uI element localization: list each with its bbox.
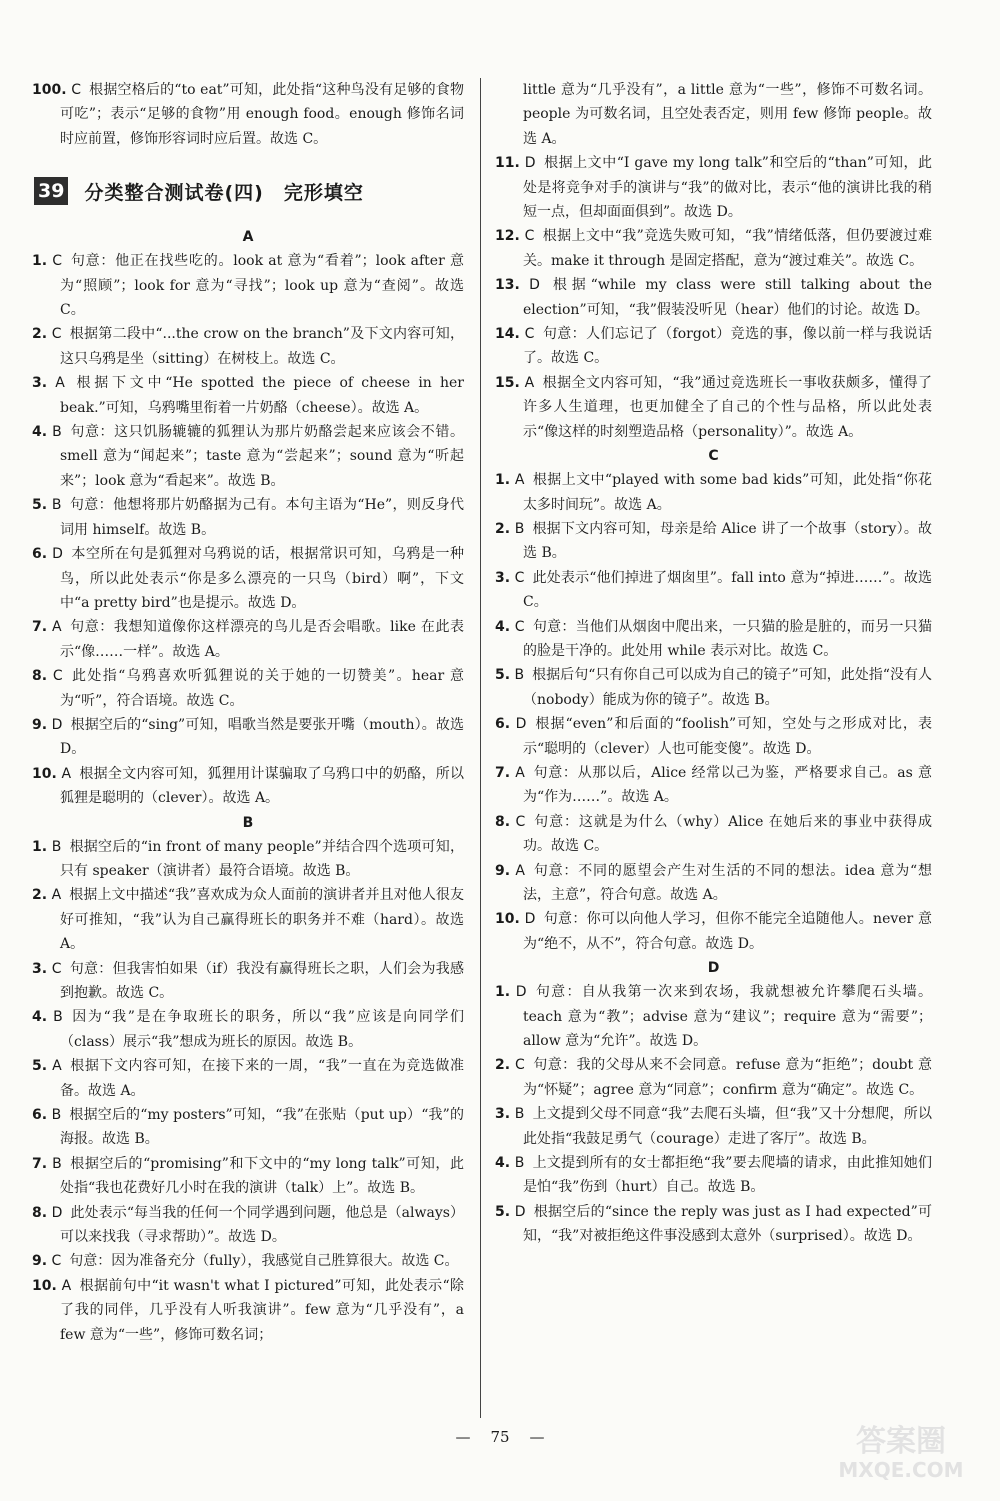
answer-letter: C — [519, 228, 535, 245]
item-number: 7. — [32, 1155, 48, 1172]
answer-letter: B — [510, 520, 525, 537]
item-number: 11. — [495, 155, 520, 172]
answer-letter: C — [519, 326, 535, 343]
answer-letter: D — [47, 1204, 63, 1221]
watermark-line2: MXQE.COM — [838, 1458, 964, 1482]
item-number: 7. — [32, 619, 48, 636]
explanation-text: 句意：这就是为什么（why）Alice 在她后来的事业中获得成功。故选 C。 — [523, 813, 932, 855]
explanation-text: 根据下文内容可知，在接下来的一周，“我”一直在为竞选做准备。故选 A。 — [60, 1058, 464, 1099]
section-label: C — [708, 448, 719, 465]
answer-item — [495, 615, 932, 664]
answer-item — [32, 957, 464, 1006]
item-number: 6. — [495, 716, 511, 733]
item-number: 14. — [495, 326, 520, 343]
answer-letter: B — [47, 1107, 62, 1124]
answer-letter: C — [510, 813, 526, 830]
answer-letter: A — [56, 765, 72, 782]
item-number: 9. — [32, 716, 48, 733]
explanation-text: 根据空后的“promising”和下文中的“my long talk”可知，此处指“我也花费好几小时在我的演讲（talk）上”。故选 B。 — [60, 1155, 464, 1197]
answer-item — [495, 859, 932, 908]
explanation-text: 句意：但我害怕如果（if）我没有赢得班长之职，人们会为我感到抱歉。故选 C。 — [60, 960, 464, 1001]
section-number-badge: 39 — [34, 177, 68, 205]
answer-letter: C — [66, 82, 81, 98]
answer-letter: B — [510, 667, 525, 684]
answer-item — [495, 663, 932, 712]
explanation-text: 上文提到所有的女士都拒绝“我”要去爬墙的请求，由此推知她们是怕“我”伤到（hurt）自己。故选 B。 — [523, 1155, 932, 1196]
explanation-text: 根据上文中“我”竞选失败可知，“我”情绪低落，但仍要渡过难关。make it through 是固定搭配，意为“渡过难关”。故选 C。 — [523, 228, 932, 269]
explanation-text: little 意为“几乎没有”，a little 意为“一些”，修饰不可数名词。people 为可数名词，且空处表否定，则用 few 修饰 people。故选 A。 — [523, 82, 932, 147]
item-number: 100. — [32, 82, 67, 98]
explanation-text: 根据空后的“sing”可知，唱歌当然是要张开嘴（mouth）。故选 D。 — [60, 716, 464, 758]
item-number: 13. — [495, 277, 520, 294]
explanation-text: 根据空后的“in front of many people”并结合四个选项可知，只有 speaker（演讲者）最符合语境。故选 B。 — [60, 838, 464, 879]
item-number: 3. — [32, 375, 48, 392]
explanation-text: 上文提到父母不同意“我”去爬石头墙，但“我”又十分想爬，所以此处指“我鼓足勇气（courage）走进了客厅”。故选 B。 — [523, 1106, 932, 1147]
answer-item — [495, 566, 932, 615]
explanation-text: 句意：当他们从烟囱中爬出来，一只猫的脸是脏的，而另一只猫的脸是干净的。此处用 while 表示对比。故选 C。 — [523, 618, 932, 659]
item-number: 8. — [495, 813, 511, 830]
explanation-text: 根据空后的“since the reply was just as I had expected”可知，“我”对被拒绝这件事没感到太意外（surprised）。故选 D。 — [523, 1203, 932, 1245]
answer-letter: D — [519, 155, 536, 172]
item-number: 7. — [495, 764, 511, 781]
explanation-text: 句意：人们忘记了（forgot）竞选的事，像以前一样与我说话了。故选 C。 — [523, 326, 932, 367]
answer-item — [32, 493, 464, 542]
answer-item — [32, 78, 464, 151]
item-number: 1. — [32, 838, 48, 855]
answer-letter: B — [47, 424, 62, 441]
answer-item — [32, 1103, 464, 1152]
explanation-text: 根据全文内容可知，“我”通过竞选班长一事收获颇多，懂得了许多人生道理，也更加健全了自己的个性与品格，所以此处表示“像这样的时刻塑造品格（personality）”。故选 A。 — [523, 374, 932, 440]
item-number: 2. — [495, 1057, 511, 1074]
item-number: 5. — [495, 1203, 511, 1220]
answer-letter: D — [519, 277, 540, 294]
answer-item — [495, 1053, 932, 1102]
answer-letter: D — [47, 716, 63, 733]
answer-item — [495, 468, 932, 517]
answer-item — [495, 980, 932, 1053]
explanation-text: 句意：他想将那片奶酪据为己有。本句主语为“He”，则反身代词用 himself。故选 B。 — [60, 497, 464, 538]
answer-item — [32, 1274, 464, 1347]
explanation-text: 根据“while my class were still talking about the election”可知，“我”假装没听见（hear）他们的讨论。故选 D。 — [523, 277, 932, 318]
answer-letter: A — [47, 887, 62, 904]
answer-letter: D — [519, 911, 536, 928]
answer-item — [495, 151, 932, 224]
answer-letter: A — [510, 862, 525, 879]
explanation-text: 句意：他正在找些吃的。look at 意为“看着”；look after 意为“照顾”；look for 意为“寻找”；look up 意为“查阅”。故选 C。 — [60, 253, 464, 319]
item-number: 9. — [32, 1253, 48, 1270]
section-label: B — [242, 814, 254, 831]
page-number: — 75 — — [455, 1428, 545, 1446]
answer-item — [32, 1054, 464, 1103]
item-number: 3. — [495, 1106, 511, 1123]
explanation-text: 根据上文中描述“我”喜欢成为众人面前的演讲者并且对他人很友好可推知，“我”认为自己赢得班长的职务并不难（hard）。故选 A。 — [60, 887, 464, 953]
explanation-text: 根据前句中“it wasn't what I pictured”可知，此处表示“除了我的同伴，几乎没有人听我演讲”。few 意为“几乎没有”，a few 意为“一些”，修饰可数名词； — [60, 1277, 465, 1343]
section-title: 分类整合测试卷(四) 完形填空 — [84, 181, 364, 204]
answer-item — [495, 371, 932, 444]
answer-letter: A — [47, 375, 65, 392]
answer-item — [495, 1200, 932, 1249]
answer-letter: B — [510, 1106, 525, 1123]
answer-item — [32, 249, 464, 322]
item-number: 10. — [32, 765, 57, 782]
explanation-text: 句意：自从我第一次来到农场，我就想被允许攀爬石头墙。teach 意为“教”；advise 意为“建议”；require 意为“需要”；allow 意为“允许”。故选 D。 — [523, 984, 933, 1050]
answer-item — [32, 322, 464, 371]
answer-letter: C — [47, 668, 63, 685]
answer-item — [495, 273, 932, 322]
item-number: 5. — [32, 1058, 48, 1075]
answer-item — [32, 1005, 464, 1054]
answer-letter: A — [47, 1058, 62, 1075]
answer-letter: A — [510, 472, 525, 489]
explanation-text: 根据空格后的“to eat”可知，此处指“这种鸟没有足够的食物可吃”；表示“足够的食物”用 enough food。enough 修饰名词时应前置，修饰形容词时应后置。故选 C。 — [60, 82, 464, 147]
answer-item — [495, 1151, 932, 1200]
answer-item — [495, 907, 932, 956]
answer-item — [495, 78, 932, 151]
answer-letter: C — [47, 253, 63, 270]
explanation-text: 根据下文中“He spotted the piece of cheese in her beak.”可知，乌鸦嘴里衔着一片奶酪（cheese）。故选 A。 — [60, 375, 464, 416]
item-number: 12. — [495, 228, 520, 245]
explanation-text: 根据全文内容可知，狐狸用计谋骗取了乌鸦口中的奶酪，所以狐狸是聪明的（clever）。故选 A。 — [60, 765, 465, 807]
answer-letter: D — [47, 546, 63, 563]
answer-letter: D — [510, 984, 527, 1001]
explanation-text: 句意：我的父母从来不会同意。refuse 意为“拒绝”；doubt 意为“怀疑”；agree 意为“同意”；confirm 意为“确定”。故选 C。 — [523, 1057, 932, 1098]
item-number: 1. — [495, 984, 511, 1001]
explanation-text: 句意：你可以向他人学习，但你不能完全追随他人。never 意为“绝不，从不”，符合句意。故选 D。 — [523, 911, 933, 952]
answer-letter: C — [47, 1253, 62, 1270]
answer-item — [495, 322, 932, 371]
item-number: 10. — [495, 911, 520, 928]
answer-letter: D — [510, 1203, 526, 1220]
explanation-text: 句意：不同的愿望会产生对生活的不同的想法。idea 意为“想法，主意”，符合句意。故选 A。 — [523, 862, 932, 903]
explanation-text: 此处表示“每当我的任何一个同学遇到问题，他总是（always）可以来找我（寻求帮助）”。故选 D。 — [60, 1204, 465, 1246]
item-number: 2. — [32, 326, 48, 343]
explanation-text: 句意：我想知道像你这样漂亮的鸟儿是否会唱歌。like 在此表示“像……一样”。故选 A。 — [60, 619, 464, 660]
answer-item — [32, 1201, 464, 1250]
answer-letter: B — [47, 497, 62, 514]
watermark-line1: 答案圈 — [856, 1424, 946, 1459]
answer-item — [32, 835, 464, 884]
item-number: 9. — [495, 862, 511, 879]
item-number: 8. — [32, 1204, 48, 1221]
item-number: 3. — [32, 960, 48, 977]
answer-item — [32, 713, 464, 762]
explanation-text: 句意：因为准备充分（fully），我感觉自己胜算很大。故选 C。 — [69, 1253, 459, 1270]
item-number: 2. — [32, 887, 48, 904]
answer-item — [495, 224, 932, 273]
answer-item — [32, 542, 464, 615]
item-number: 2. — [495, 520, 511, 537]
item-number: 6. — [32, 546, 48, 563]
answer-letter: C — [510, 618, 525, 635]
answer-item — [495, 810, 932, 859]
answer-item — [32, 371, 464, 420]
explanation-text: 根据上文中“I gave my long talk”和空后的“than”可知，此处是将竞争对手的演讲与“我”的做对比，表示“他的演讲比我的稍短一点，但却面面俱到”。故选 D。 — [523, 155, 932, 221]
answer-letter: B — [47, 1009, 63, 1026]
left-column — [32, 78, 464, 1347]
item-number: 4. — [495, 618, 511, 635]
item-number: 4. — [495, 1155, 511, 1172]
answer-letter: B — [510, 1155, 525, 1172]
explanation-text: 根据后句“只有你自己可以成为自己的镜子”可知，此处指“没有人（nobody）能成为你的镜子”。故选 B。 — [523, 667, 932, 708]
answer-letter: C — [510, 569, 525, 586]
answer-item — [495, 712, 932, 761]
answer-item — [32, 762, 464, 811]
answer-letter: C — [47, 960, 62, 977]
explanation-text: 根据“even”和后面的“foolish”可知，空处与之形成对比，表示“聪明的（clever）人也可能变傻”。故选 D。 — [523, 716, 932, 757]
answer-letter: A — [47, 619, 62, 636]
explanation-text: 句意：从那以后，Alice 经常以己为鉴，严格要求自己。as 意为“作为……”。故选 A。 — [523, 764, 932, 806]
item-number: 4. — [32, 1009, 48, 1026]
item-number: 5. — [495, 667, 511, 684]
explanation-text: 句意：这只饥肠辘辘的狐狸认为那片奶酪尝起来应该会不错。smell 意为“闻起来”；taste 意为“尝起来”；sound 意为“听起来”；look 意为“看起来”。故选 B。 — [60, 424, 465, 489]
item-number: 1. — [32, 253, 48, 270]
answer-letter: C — [510, 1057, 525, 1074]
answer-item — [32, 883, 464, 956]
answer-item — [32, 420, 464, 493]
answer-letter: A — [510, 764, 525, 781]
answer-item — [495, 517, 932, 566]
answer-letter: B — [47, 838, 62, 855]
explanation-text: 此处表示“他们掉进了烟囱里”。fall into 意为“掉进……”。故选 C。 — [523, 569, 933, 611]
answer-item — [32, 664, 464, 713]
item-number: 3. — [495, 569, 511, 586]
answer-item — [32, 1249, 464, 1273]
section-label: A — [242, 229, 254, 246]
item-number: 10. — [32, 1277, 57, 1294]
explanation-text: 根据第二段中“...the crow on the branch”及下文内容可知，这只乌鸦是坐（sitting）在树枝上。故选 C。 — [60, 326, 464, 367]
explanation-text: 根据空后的“my posters”可知，“我”在张贴（put up）“我”的海报。故选 B。 — [60, 1107, 464, 1148]
answer-item — [495, 1102, 932, 1151]
answer-item — [32, 1152, 464, 1201]
answer-letter: D — [510, 716, 527, 733]
section-header — [32, 165, 464, 217]
answer-item — [495, 761, 932, 810]
item-number: 5. — [32, 497, 48, 514]
answer-item — [32, 615, 464, 664]
item-number: 6. — [32, 1107, 48, 1124]
explanation-text: 此处指“乌鸦喜欢听狐狸说的关于她的一切赞美”。hear 意为“听”，符合语境。故选 C。 — [60, 668, 465, 709]
answer-letter: C — [47, 326, 62, 343]
item-number: 8. — [32, 668, 48, 685]
item-number: 4. — [32, 424, 48, 441]
column-divider — [480, 78, 481, 1418]
explanation-text: 根据下文内容可知，母亲是给 Alice 讲了一个故事（story）。故选 B。 — [523, 520, 932, 562]
answer-letter: B — [47, 1155, 62, 1172]
explanation-text: 本空所在句是狐狸对乌鸦说的话，根据常识可知，乌鸦是一种鸟，所以此处表示“你是多么漂亮的一只鸟（bird）啊”，下文中“a pretty bird”也是提示。故选 D。 — [60, 546, 465, 611]
section-label: D — [707, 960, 720, 977]
explanation-text: 根据上文中“played with some bad kids”可知，此处指“你花太多时间玩”。故选 A。 — [523, 472, 932, 513]
answer-letter: A — [56, 1277, 72, 1294]
answer-letter: A — [519, 374, 535, 391]
right-column — [495, 78, 932, 1249]
watermark-logo — [816, 1415, 986, 1485]
item-number: 1. — [495, 472, 511, 489]
explanation-text: 因为“我”是在争取班长的职务，所以“我”应该是向同学们（class）展示“我”想成为班长的原因。故选 B。 — [60, 1009, 464, 1050]
item-number: 15. — [495, 374, 520, 391]
